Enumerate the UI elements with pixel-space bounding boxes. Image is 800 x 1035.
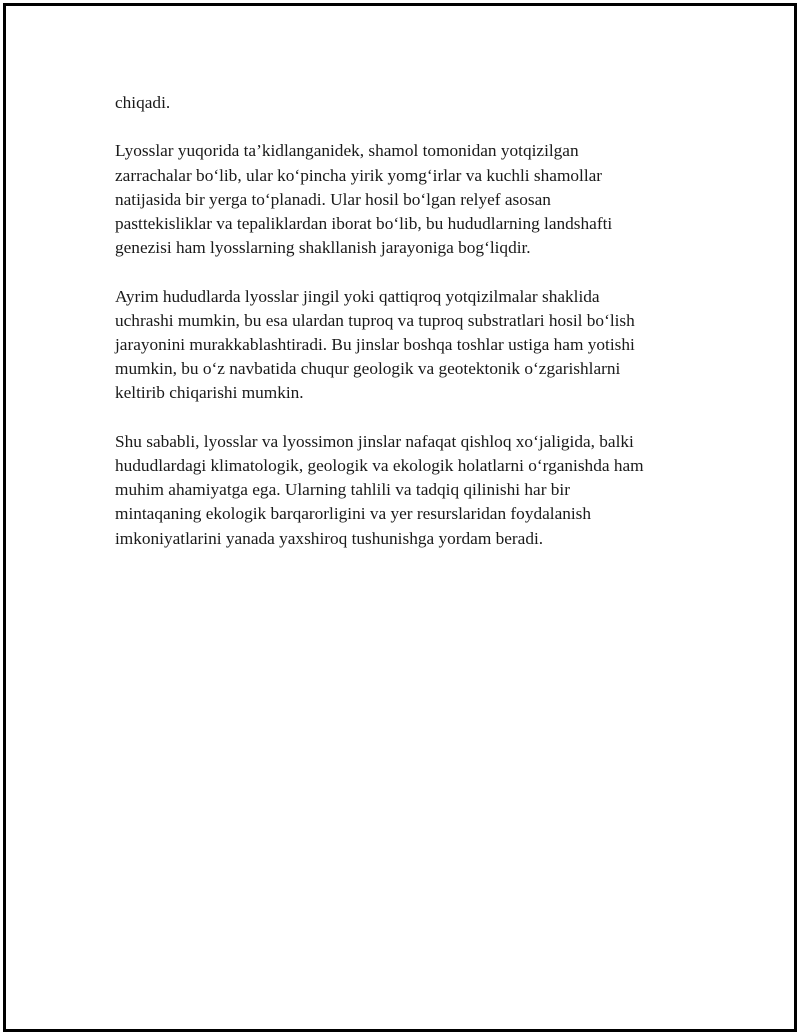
text-line: chiqadi. — [115, 93, 171, 112]
text-line: mintaqaning ekologik barqarorligini va yer resurslaridan foydalanish — [115, 504, 592, 524]
text-line: Shu sababli, lyosslar va lyossimon jinslar nafaqat qishloq xo‘jaligida, balki — [115, 431, 634, 451]
text-line: uchrashi mumkin, bu esa ulardan tuproq va tuproq substratlari hosil bo‘lish — [115, 310, 635, 330]
text-line: natijasida bir yerga to‘planadi. Ular hosil bo‘lgan relyef asosan — [115, 189, 551, 209]
text-line: genezisi ham lyosslarning shakllanish jarayoniga bog‘liqdir. — [115, 238, 531, 258]
text-line: Ayrim hududlarda lyosslar jingil yoki qattiqroq yotqizilmalar shaklida — [115, 286, 600, 306]
text-line: hududlardagi klimatologik, geologik va ekologik holatlarni o‘rganishda ham — [115, 456, 644, 475]
text-line: imkoniyatlarini yanada yaxshiroq tushunishga yordam beradi. — [115, 528, 544, 548]
paragraph — [115, 430, 695, 551]
paragraph — [115, 91, 695, 115]
text-line: muhim ahamiyatga ega. Ularning tahlili va tadqiq qilinishi har bir — [115, 480, 570, 500]
document-body — [115, 91, 695, 575]
text-line: mumkin, bu o‘z navbatida chuqur geologik va geotektonik o‘zgarishlarni — [115, 359, 621, 379]
text-line: Lyosslar yuqorida ta’kidlanganidek, shamol tomonidan yotqizilgan — [115, 141, 579, 161]
paragraph — [115, 285, 695, 406]
text-line: jarayonini murakkablashtiradi. Bu jinslar boshqa toshlar ustiga ham yotishi — [115, 335, 635, 354]
text-line: zarrachalar bo‘lib, ular ko‘pincha yirik yomg‘irlar va kuchli shamollar — [115, 165, 603, 185]
paragraph — [115, 139, 695, 260]
text-line: keltirib chiqarishi mumkin. — [115, 383, 304, 403]
text-line: pasttekisliklar va tepaliklardan iborat bo‘lib, bu hududlarning landshafti — [115, 214, 613, 233]
